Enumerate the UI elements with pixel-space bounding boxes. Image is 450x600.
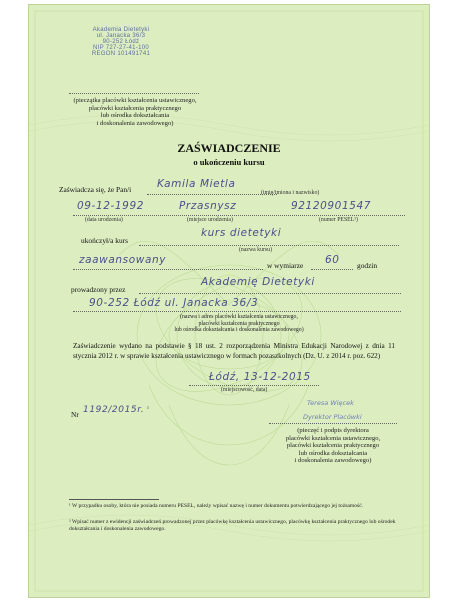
hours-line — [311, 269, 353, 270]
signature-line — [269, 423, 397, 424]
stamp-line: ul. Janacka 36/3 — [96, 33, 146, 39]
signature-line-1: Teresa Więcek — [307, 399, 354, 407]
legal-basis-text: Zaświadczenie wydano na podstawie § 18 ust. 2 rozporządzenia Ministra Edukacji Narodowej z dnia 11 stycznia 2012 r. w sprawie kształcenia ustawicznego w formach pozaszkolnych (Dz. U. z 2014 r. poz. 622) — [73, 342, 395, 360]
certificate-sheet — [28, 4, 430, 598]
birth-place-value: Przasnysz — [179, 200, 237, 212]
birth-place-caption: (miejsce urodzenia) — [187, 217, 233, 223]
address-value: 90-252 Łódź ul. Janacka 36/3 — [89, 297, 259, 309]
stamp-line: 90-252 Łódź — [102, 39, 140, 45]
name-line — [147, 194, 277, 195]
hours-value: 60 — [325, 254, 340, 266]
footnote-1: ¹ W przypadku osoby, która nie posiada numeru PESEL, należy wpisać nazwę i numer dokumentu potwierdzającego jej tożsamość. — [69, 503, 364, 509]
course-caption: (nazwa kursu) — [239, 247, 272, 253]
birth-date-value: 09-12-1992 — [77, 200, 145, 212]
signature-line-2: Dyrektor Placówki — [303, 413, 362, 421]
completed-label: ukończył/a kurs — [81, 236, 128, 245]
birth-date-caption: (data urodzenia) — [85, 217, 123, 223]
registry-prefix: Nr — [71, 410, 79, 419]
hours-unit: godzin — [357, 261, 378, 270]
place-date-line — [189, 385, 319, 386]
certify-label: Zaświadcza się, że Pan/i — [59, 185, 132, 194]
pesel-value: 92120901547 — [291, 200, 372, 212]
pesel-caption: (numer PESEL¹) — [319, 217, 358, 223]
name-value: Kamila Mietla — [157, 178, 236, 190]
stamp-line: NIP 727-27-41-100 — [92, 45, 150, 51]
course-value-2: zaawansowany — [79, 254, 167, 266]
course-line — [139, 245, 399, 246]
course-line-2 — [73, 269, 263, 270]
stamp-line: REGON 101491741 — [91, 51, 151, 57]
footnote-2: ² Wpisać numer z ewidencji zaświadczeń prowadzonej przez placówkę kształcenia ustawicznego, placówkę kształcenia praktycznego lub ośrodek dokształcania i doskonalenia zawodowego. — [69, 519, 396, 532]
stamp-caption: (pieczątka placówki kształcenia ustawicznego, placówki kształcenia praktycznego lub ośrodka dokształcania i doskonalenia zawodowego) — [73, 97, 197, 127]
school-stamp — [73, 27, 169, 57]
organized-label: prowadzony przez — [71, 285, 126, 294]
place-date-value: Łódź, 13-12-2015 — [209, 371, 311, 383]
name-caption: (imię/imiona i nazwisko) — [261, 190, 320, 196]
registry-value: 1192/2015r. — [83, 405, 145, 415]
organizer-value: Akademię Dietetyki — [201, 276, 315, 288]
course-value: kurs dietetyki — [201, 227, 282, 239]
address-line — [73, 311, 401, 312]
hours-label: w wymiarze — [267, 261, 304, 270]
stamp-dotted-line — [69, 93, 199, 94]
document-subtitle: o ukończeniu kursu — [193, 157, 265, 167]
place-date-caption: (miejscowość, data) — [221, 387, 268, 393]
organizer-line — [139, 293, 401, 294]
footnote-divider — [69, 499, 159, 500]
document-title: ZAŚWIADCZENIE — [177, 141, 281, 155]
organizer-caption: (nazwa i adres placówki kształcenia ustawicznego, placówki kształcenia praktycznego lub ośrodka dokształcania i doskonalenia zawodowego) — [174, 314, 304, 334]
stamp-line: Akademia Dietetyki — [92, 27, 150, 33]
registry-footnote-mark: ² — [147, 406, 149, 412]
signature-caption: (pieczęć i podpis dyrektora placówki kształcenia ustawicznego, placówki kształcenia praktycznego lub ośrodka dokształcania i doskonalenia zawodowego) — [285, 427, 381, 464]
birth-line — [73, 215, 405, 216]
